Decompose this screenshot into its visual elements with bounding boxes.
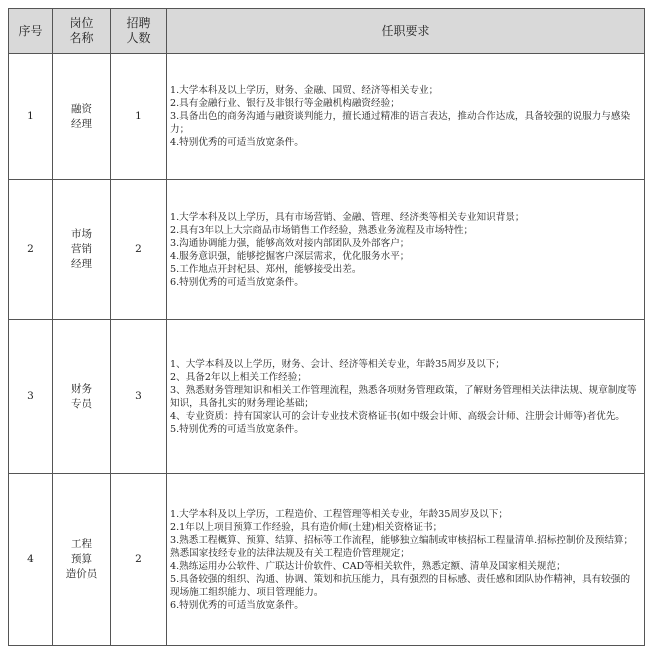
row-count: 3 xyxy=(111,320,167,474)
requirement-item: 3.具备出色的商务沟通与融资谈判能力，擅长通过精准的语言表达，推动合作达成，具备较强的说服力与感染力； xyxy=(170,111,631,135)
header-position xyxy=(53,9,111,54)
position-line: 预算 xyxy=(71,553,92,565)
requirement-item: 2.具有3年以上大宗商品市场销售工作经验，熟悉业务流程及市场特性； xyxy=(170,224,474,236)
header-count-line: 人数 xyxy=(126,31,151,45)
header-no: 序号 xyxy=(9,9,53,54)
row-count: 2 xyxy=(111,180,167,320)
table-row xyxy=(9,474,645,646)
row-requirements xyxy=(167,54,645,180)
position-line: 市场 xyxy=(71,228,92,240)
row-requirements xyxy=(167,180,645,320)
position-line: 财务 xyxy=(71,382,92,395)
requirement-item: 2、具备2年以上相关工作经验； xyxy=(170,371,307,383)
table-row xyxy=(9,180,645,320)
row-requirements xyxy=(167,320,645,474)
position-line: 营销 xyxy=(71,243,92,255)
recruitment-table xyxy=(8,8,645,646)
row-position xyxy=(53,54,111,180)
row-count: 2 xyxy=(111,474,167,646)
row-position xyxy=(53,180,111,320)
position-line: 经理 xyxy=(71,258,92,270)
header-position-line: 岗位 xyxy=(69,16,94,30)
header-requirements: 任职要求 xyxy=(167,9,645,54)
requirement-item: 3.熟悉工程概算、预算、结算、招标等工作流程，能够独立编制或审核招标工程量清单.招标控制价及预结算；熟悉国家技经专业的法律法规及有关工程造价管理规定； xyxy=(170,534,634,559)
requirement-item: 5.特别优秀的可适当放宽条件。 xyxy=(170,423,304,435)
header-count-line: 招聘 xyxy=(126,16,151,30)
requirement-item: 1.大学本科及以上学历，具有市场营销、金融、管理、经济类等相关专业知识背景； xyxy=(170,211,525,223)
table-row xyxy=(9,54,645,180)
position-line: 专员 xyxy=(71,397,92,410)
requirement-item: 1、大学本科及以上学历，财务、会计、经济等相关专业，年龄35周岁及以下； xyxy=(170,358,505,370)
requirement-item: 1.大学本科及以上学历，工程造价、工程管理等相关专业，年龄35周岁及以下； xyxy=(170,508,508,520)
requirement-item: 2.1年以上项目预算工作经验，具有造价师(土建)相关资格证书； xyxy=(170,521,443,533)
row-position xyxy=(53,474,111,646)
header-row xyxy=(9,9,645,54)
header-count xyxy=(111,9,167,54)
table-row xyxy=(9,320,645,474)
requirement-item: 4.熟练运用办公软件、广联达计价软件、CAD等相关软件，熟悉定额、清单及国家相关规范； xyxy=(170,560,566,572)
row-no: 1 xyxy=(9,54,53,180)
row-no: 3 xyxy=(9,320,53,474)
requirement-item: 2.具有金融行业、银行及非银行等金融机构融资经验； xyxy=(170,98,400,109)
requirement-item: 1.大学本科及以上学历，财务、金融、国贸、经济等相关专业； xyxy=(170,85,439,96)
row-no: 2 xyxy=(9,180,53,320)
requirement-item: 4.特别优秀的可适当放宽条件。 xyxy=(170,137,304,148)
row-no: 4 xyxy=(9,474,53,646)
requirement-item: 3、熟悉财务管理知识和相关工作管理流程，熟悉各项财务管理政策，了解财务管理相关法律法规、规章制度等知识，具备扎实的财务理论基础； xyxy=(170,384,637,409)
position-line: 经理 xyxy=(71,117,92,130)
requirement-item: 4、专业资质：持有国家认可的会计专业技术资格证书(如中级会计师、高级会计师、注册会计师等)者优先。 xyxy=(170,410,625,422)
header-position-line: 名称 xyxy=(69,31,94,45)
requirement-item: 6.特别优秀的可适当放宽条件。 xyxy=(170,599,304,611)
row-requirements xyxy=(167,474,645,646)
recruitment-table-wrapper xyxy=(8,8,645,646)
requirement-item: 4.服务意识强，能够挖掘客户深层需求，优化服务水平； xyxy=(170,250,410,262)
requirement-item: 3.沟通协调能力强，能够高效对接内部团队及外部客户； xyxy=(170,237,410,249)
position-line: 工程 xyxy=(71,538,92,550)
requirement-item: 5.工作地点开封杞县、郑州，能够接受出差。 xyxy=(170,263,362,275)
row-position xyxy=(53,320,111,474)
position-line: 造价员 xyxy=(65,568,98,580)
requirement-item: 6.特别优秀的可适当放宽条件。 xyxy=(170,276,304,288)
position-line: 融资 xyxy=(71,102,92,115)
requirement-item: 5.具备较强的组织、沟通、协调、策划和抗压能力，具有强烈的目标感、责任感和团队协作精神，具有较强的现场施工组织能力、项目管理能力。 xyxy=(170,573,631,598)
row-count: 1 xyxy=(111,54,167,180)
